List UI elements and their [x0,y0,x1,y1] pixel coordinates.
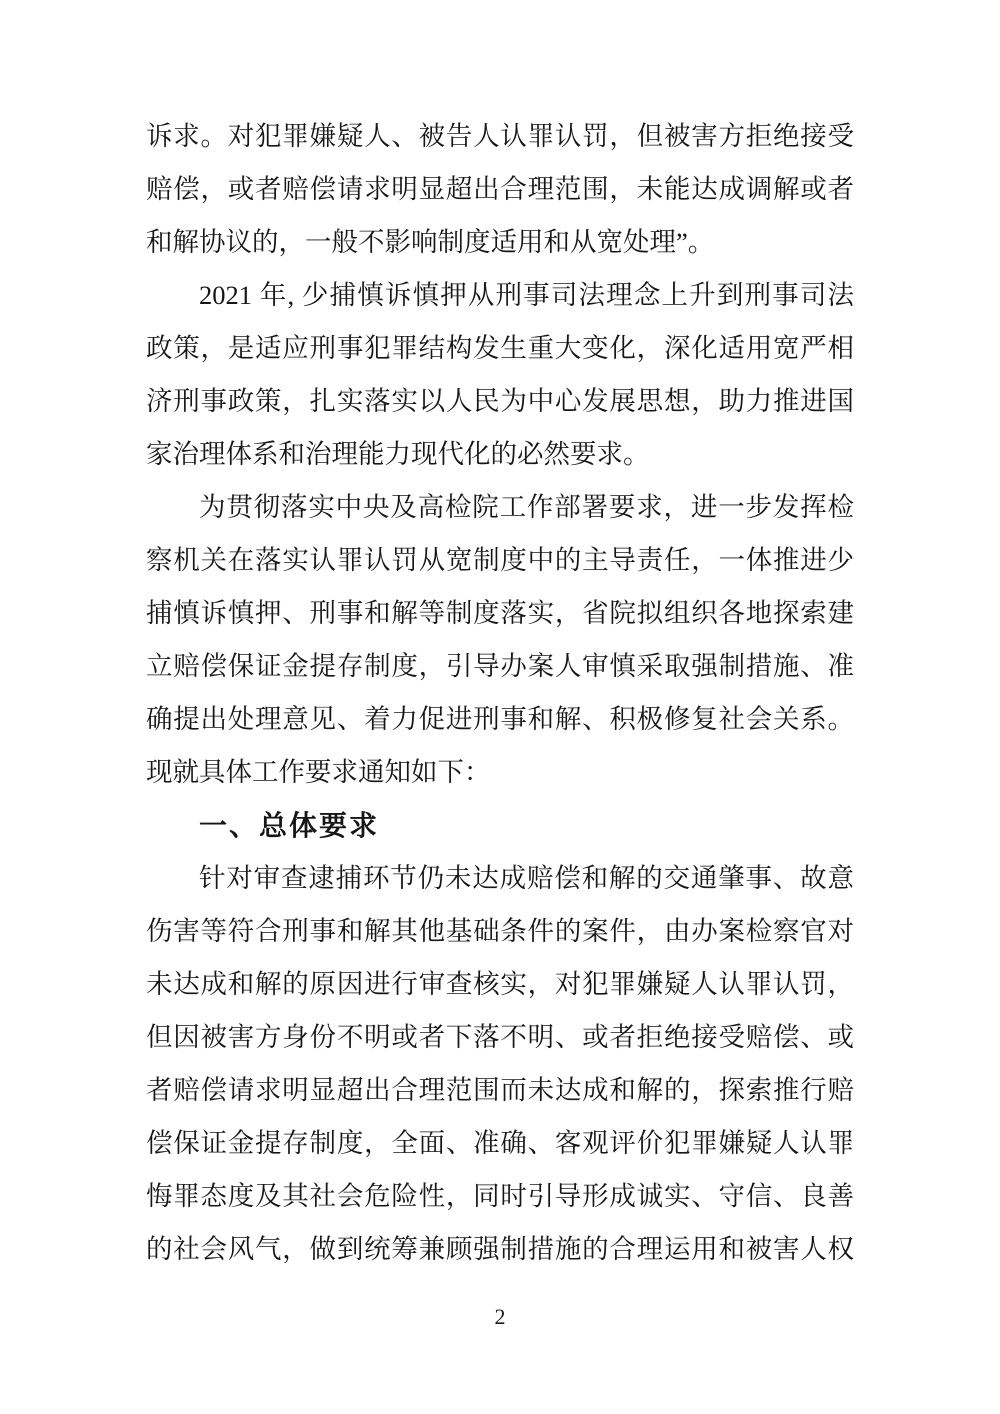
text-line: 诉求。对犯罪嫌疑人、被告人认罪认罚，但被害方拒绝接受 [146,121,854,151]
text-line: 确提出处理意见、着力促进刑事和解、积极修复社会关系。 [146,704,854,734]
paragraph [146,269,854,481]
text-line: 未达成和解的原因进行审查核实，对犯罪嫌疑人认罪认罚， [146,969,854,999]
text-line: 悔罪态度及其社会危险性，同时引导形成诚实、守信、良善 [146,1181,854,1211]
text-line: 家治理体系和治理能力现代化的必然要求。 [146,439,650,469]
paragraph [146,110,854,269]
text-line: 捕慎诉慎押、刑事和解等制度落实，省院拟组织各地探索建 [146,598,854,628]
paragraph [146,852,854,1276]
page-number: 2 [494,1304,506,1329]
section-heading [146,799,854,852]
text-line: 察机关在落实认罪认罚从宽制度中的主导责任，一体推进少 [146,545,854,575]
text-line: 赔偿，或者赔偿请求明显超出合理范围，未能达成调解或者 [146,174,854,204]
text-line: 2021 年, 少捕慎诉慎押从刑事司法理念上升到刑事司法 [199,280,854,310]
text-line: 偿保证金提存制度，全面、准确、客观评价犯罪嫌疑人认罪 [146,1128,854,1158]
text-line: 的社会风气，做到统筹兼顾强制措施的合理运用和被害人权 [146,1234,854,1264]
text-line: 济刑事政策，扎实落实以人民为中心发展思想，助力推进国 [146,386,854,416]
text-line: 但因被害方身份不明或者下落不明、或者拒绝接受赔偿、或 [146,1022,854,1052]
text-line: 者赔偿请求明显超出合理范围而未达成和解的，探索推行赔 [146,1075,854,1105]
text-line: 和解协议的，一般不影响制度适用和从宽处理”。 [146,227,715,257]
text-line: 立赔偿保证金提存制度，引导办案人审慎采取强制措施、准 [146,651,854,681]
text-line: 针对审查逮捕环节仍未达成赔偿和解的交通肇事、故意 [199,863,854,893]
text-line: 政策，是适应刑事犯罪结构发生重大变化，深化适用宽严相 [146,333,854,363]
document-content [146,110,854,1276]
paragraph [146,481,854,799]
text-line: 现就具体工作要求通知如下： [146,757,491,787]
text-line: 为贯彻落实中央及高检院工作部署要求，进一步发挥检 [199,492,854,522]
heading-line: 一、总体要求 [199,810,380,841]
text-line: 伤害等符合刑事和解其他基础条件的案件，由办案检察官对 [146,916,854,946]
